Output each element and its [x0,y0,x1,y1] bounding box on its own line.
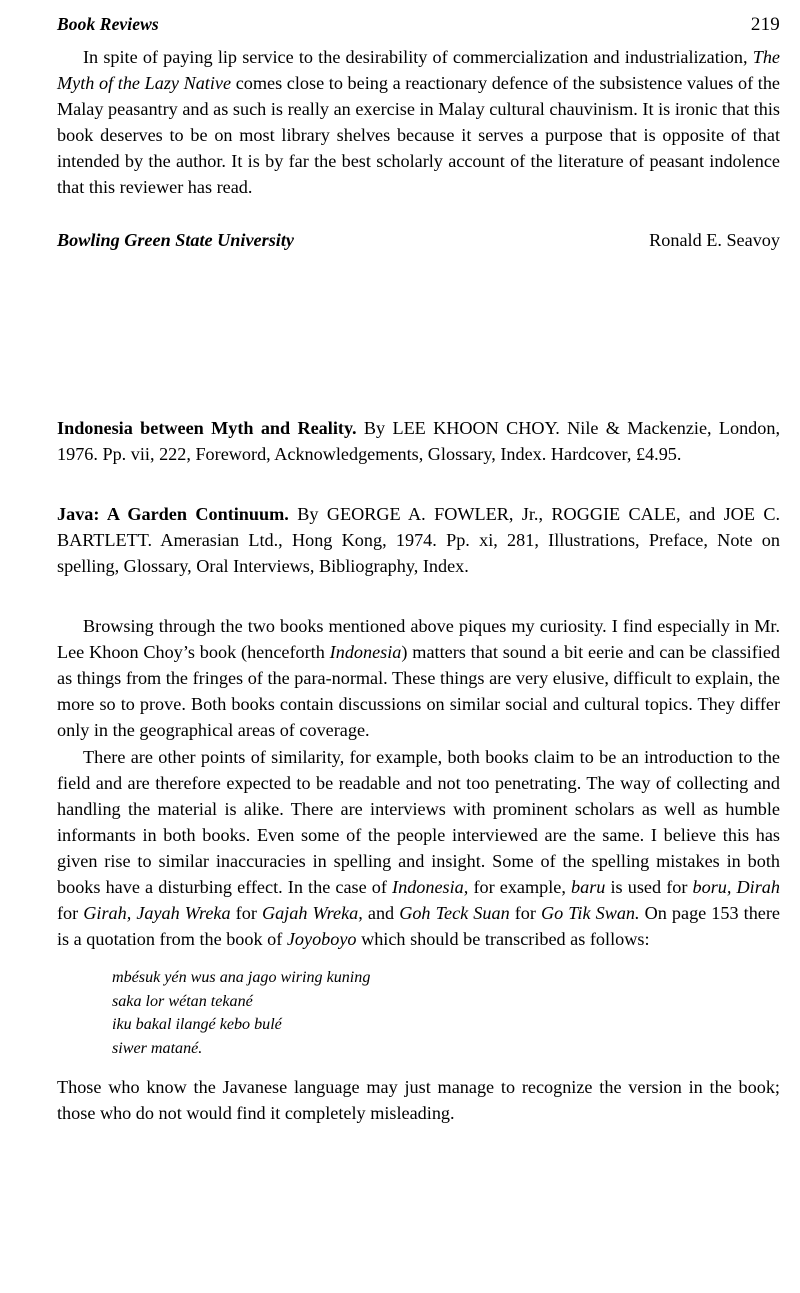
italic-run: The Myth of the Lazy Native [57,47,780,94]
book-entry [57,415,780,467]
text-run: In spite of paying lip service to the desirability of commercialization and industrialization, [83,47,753,67]
text-run: There are other points of similarity, for example, both books claim to be an introduction to the field and are therefore expected to be readable and not too penetrating. The way of collecting and handling the material is alike. There are interviews with prominent scholars as well as humble informants in both books. Even some of the people interviewed are the same. I believe this has given rise to similar inaccuracies in spelling and insight. Some of the spelling mistakes in both books have a disturbing effect. In the case of [57,746,780,897]
text-run: Browsing through the two books mentioned above piques my curiosity. I find especially in Mr. Lee Khoon Choy’s book (henceforth [57,616,780,663]
text-run: On page 153 there is a quotation from the book of [57,903,780,950]
reviewer-affiliation: Bowling Green State University [57,229,294,250]
reviewer-name: Ronald E. Seavoy [649,229,780,250]
italic-run: Girah, Jayah Wreka [83,903,231,924]
page-number: 219 [750,14,780,35]
spacer [57,1060,780,1074]
italic-run: Joyoboyo [286,929,357,950]
italic-run: Go Tik Swan. [541,903,640,924]
italic-run: Gajah Wreka, [261,903,363,924]
book-publication-details: By GEORGE A. FOWLER, Jr., ROGGIE CALE, and JOE C. BARTLETT. Amerasian Ltd., Hong Kong, 1974. Pp. xi, 281, Illustrations, Preface, Note on spelling, Glossary, Oral Interviews, Bibliography, Index. [57,503,780,576]
book-title: Indonesia between Myth and Reality. [57,417,357,438]
spacer [57,579,780,613]
javanese-verse-quotation [57,952,780,1060]
page-content-column [57,0,780,1126]
italic-run: Indonesia, [392,876,469,897]
spacer [57,201,780,227]
book-publication-details: By LEE KHOON CHOY. Nile & Mackenzie, London, 1976. Pp. vii, 222, Foreword, Acknowledgements, Glossary, Index. Hardcover, £4.95. [57,417,781,464]
italic-run: Goh Teck Suan [399,903,510,924]
review-one-attribution [57,227,780,253]
italic-run: baru [571,876,606,897]
italic-run: Indonesia [329,642,402,663]
verse-line: saka lor wétan tekané [112,992,253,1010]
book-entry [57,501,780,579]
text-run: for example, [468,876,572,897]
verse-line: iku bakal ilangé kebo bulé [112,1016,282,1034]
review-two-paragraph-two [57,744,780,953]
book-title: Java: A Garden Continuum. [57,503,289,524]
italic-run: boru, Dirah [692,876,780,897]
review-two-paragraph-one [57,613,780,743]
text-run: which should be transcribed as follows: [356,929,650,950]
text-run: ) matters that sound a bit eerie and can be classified as things from the fringes of the para-normal. These things are very elusive, difficult to explain, the more so to prove. Both books contain discussions on similar social and cultural topics. They differ only in the geographical areas of coverage. [57,642,781,741]
text-run: for [230,903,262,924]
spacer [57,467,780,501]
text-run: for [509,903,542,924]
verse-line: mbésuk yén wus ana jago wiring kuning [112,969,371,987]
text-run: and [362,903,400,924]
text-run: is used for [605,876,693,897]
running-head-title: Book Reviews [57,14,159,34]
text-run: for [57,903,84,924]
review-two-closing-paragraph: Those who know the Javanese language may just manage to recognize the version in the book; those who do not would find it completely misleading. [57,1077,780,1124]
text-run: comes close to being a reactionary defence of the subsistence values of the Malay peasantry and as such is really an exercise in Malay cultural chauvinism. It is ironic that this book deserves to be on most library shelves because it serves a purpose that is opposite of that intended by the author. It is by far the best scholarly account of the literature of peasant indolence that this reviewer has read. [57,73,781,198]
running-head [57,0,780,44]
section-divider-space [57,253,780,415]
verse-line: siwer matané. [112,1039,203,1057]
review-one-paragraph [57,44,780,201]
